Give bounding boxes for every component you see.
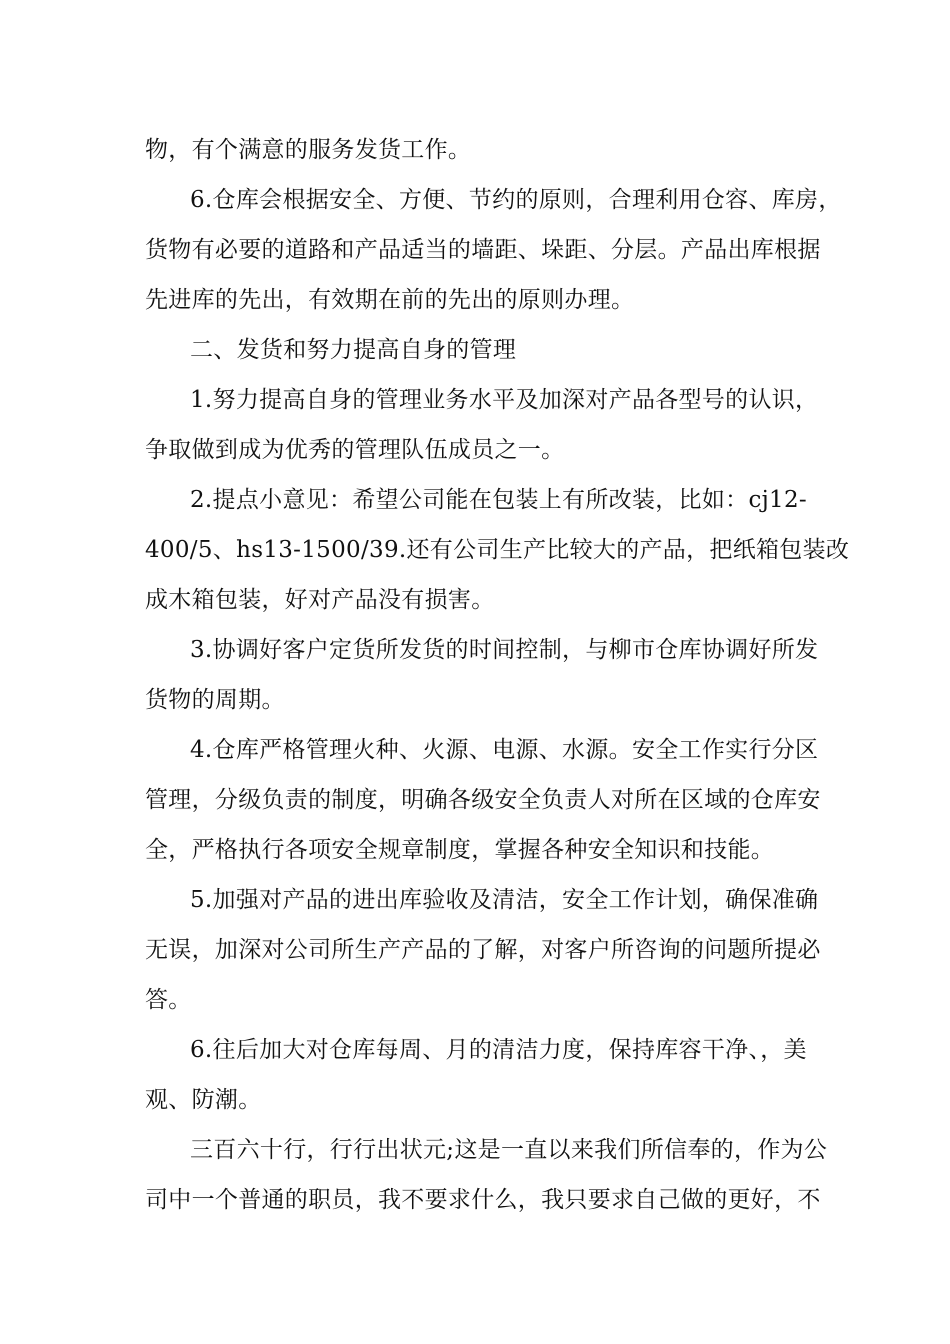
section-heading: 二、发货和努力提高自身的管理	[190, 337, 517, 363]
text-line: 6.仓库会根据安全、方便、节约的原则，合理利用仓容、库房，	[190, 187, 842, 213]
text-line: 先进库的先出，有效期在前的先出的原则办理。	[145, 287, 635, 313]
text-line: 三百六十行，行行出状元;这是一直以来我们所信奉的，作为公	[190, 1137, 828, 1163]
text-line: 争取做到成为优秀的管理队伍成员之一。	[145, 437, 565, 463]
text-line: 无误，加深对公司所生产产品的了解，对客户所咨询的问题所提必	[145, 937, 821, 963]
text-line: 3.协调好客户定货所发货的时间控制，与柳市仓库协调好所发	[190, 637, 819, 663]
text-line: 5.加强对产品的进出库验收及清洁，安全工作计划，确保准确	[190, 887, 819, 913]
text-line: 货物的周期。	[145, 687, 285, 713]
text-line: 4.仓库严格管理火种、火源、电源、水源。安全工作实行分区	[190, 737, 819, 763]
text-line: 2.提点小意见：希望公司能在包装上有所改装，比如：cj12-	[190, 487, 807, 513]
text-line: 答。	[145, 987, 192, 1013]
text-line: 400/5、hs13-1500/39.还有公司生产比较大的产品，把纸箱包装改	[145, 537, 850, 563]
text-line: 管理，分级负责的制度，明确各级安全负责人对所在区域的仓库安	[145, 787, 821, 813]
text-line: 物，有个满意的服务发货工作。	[145, 137, 472, 163]
text-line: 全，严格执行各项安全规章制度，掌握各种安全知识和技能。	[145, 837, 775, 863]
text-line: 观、防潮。	[145, 1087, 262, 1113]
text-line: 成木箱包装，好对产品没有损害。	[145, 587, 495, 613]
text-line: 司中一个普通的职员，我不要求什么，我只要求自己做的更好，不	[145, 1187, 821, 1213]
text-line: 6.往后加大对仓库每周、月的清洁力度，保持库容干净、，美	[190, 1037, 807, 1063]
text-line: 1.努力提高自身的管理业务水平及加深对产品各型号的认识，	[190, 387, 819, 413]
text-line: 货物有必要的道路和产品适当的墙距、垛距、分层。产品出库根据	[145, 237, 821, 263]
